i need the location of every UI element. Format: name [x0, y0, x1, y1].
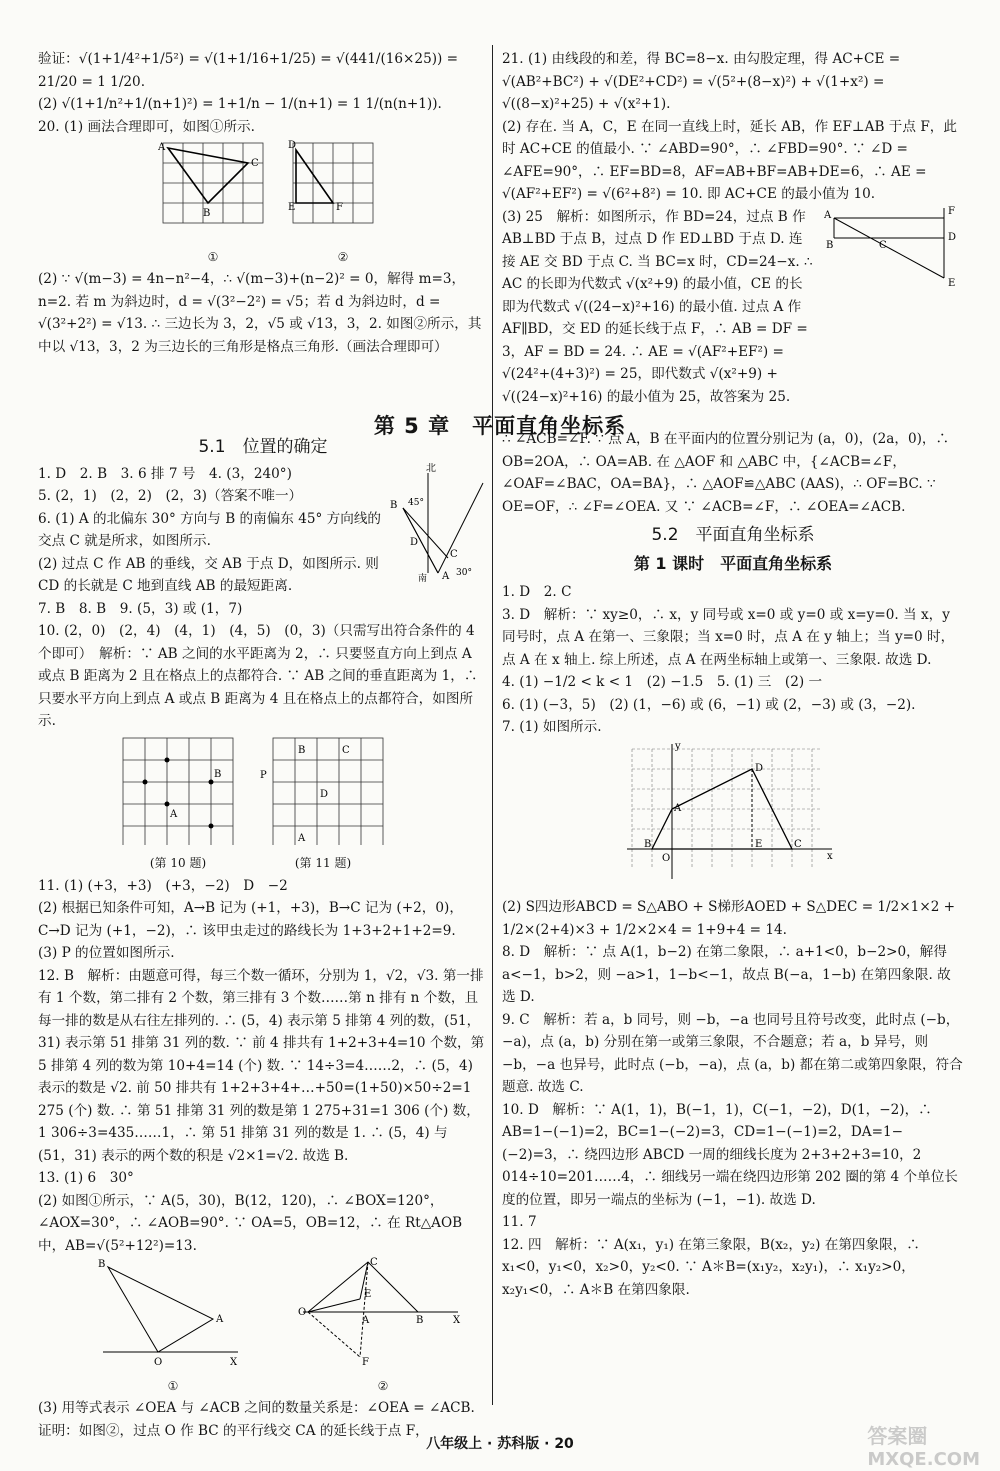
- svg-text:C: C: [879, 239, 887, 251]
- identity-line: (2) √(1+1/n²+1/(n+1)²) = 1+1/n − 1/(n+1) = 1 1/(n(n+1)).: [38, 96, 442, 112]
- svg-text:A: A: [170, 808, 178, 820]
- svg-text:E: E: [948, 277, 956, 289]
- q11-grid-figure: [258, 733, 388, 875]
- q7-coordinate-figure: [622, 739, 842, 889]
- q20-part2: (2) ∵ √(m−3) = 4n−n²−4，∴ √(m−3)+(n−2)² = 0，解得 m=3，n=2. 若 m 为斜边时，d = √(3²−2²) = √5；若 d 为斜边时，d = √(3²+2²) = √13. ∴ 三边长为 3，2，√5 或 √13，3，2. 如图②所示，其中以 √13，3，2 为三边长的三角形是格点三角形.（画法合理即可）: [38, 271, 482, 355]
- svg-text:D: D: [755, 762, 764, 774]
- fig13b-caption: ②: [377, 1378, 389, 1393]
- svg-text:O: O: [662, 852, 671, 864]
- svg-text:B: B: [98, 1259, 106, 1270]
- svg-text:P: P: [260, 769, 267, 781]
- svg-text:B: B: [298, 744, 306, 756]
- page-footer: 八年级上 · 苏科版 · 20: [426, 1436, 574, 1452]
- chapter-title: 第 5 章 平面直角坐标系: [373, 414, 627, 438]
- svg-text:F: F: [336, 202, 343, 213]
- answer-11: 11. (1) (+3，+3) (+3，−2) D −2 (2) 根据已知条件可知，A→B 记为 (+1，+3)，B→C 记为 (+2，0)，C→D 记为 (+1，−2)，∴ 该甲虫走过的路线长为 1+3+2+1+2=9. (3) P 的位置如图所示.: [38, 877, 463, 961]
- svg-text:45°: 45°: [408, 497, 424, 508]
- answer-8: 8. D 解析：∵ 点 A(1，b−2) 在第二象限，∴ a+1<0，b−2>0，解得 a<−1，b>2，则 −a>1，1−b<−1，故点 B(−a，1−b) 在第四象限. 故选 D.: [502, 944, 952, 1005]
- answer-6: 6. (1) A 的北偏东 30° 方向与 B 的南偏东 45° 方向线的交点 C 就是所求，如图所示.: [38, 510, 382, 549]
- svg-text:X: X: [230, 1357, 238, 1367]
- answer-7: 7. (1) 如图所示.: [502, 719, 602, 735]
- answer-13: 13. (1) 6 30° (2) 如图①所示，∵ A(5，30)，B(12，120)，∴ ∠BOX=120°，∠AOX=30°，∴ ∠AOB=90°. ∵ OA=5，OB=12，∴ 在 Rt△AOB 中，AB=√(5²+12²)=13.: [38, 1170, 463, 1254]
- svg-text:D: D: [948, 231, 957, 243]
- svg-text:X: X: [453, 1315, 461, 1326]
- watermark-logo: 答案圈 MXQE.COM: [867, 1424, 980, 1470]
- left-column-top: [38, 48, 488, 358]
- answer-9: 9. C 解析：若 a，b 同号，则 −b，−a 也同号且符号改变，此时点 (−b，−a)，点 (a，b) 分别在第一或第三象限，不合题意；若 a，b 异号，则 −b，−a 也异号，此时点 (−b，−a)，点 (a，b) 都在第二或第四象限，符合题意. 故选 C.: [502, 1011, 963, 1095]
- svg-text:F: F: [948, 205, 955, 217]
- column-divider: [492, 45, 493, 1405]
- q20-figures: [158, 138, 488, 268]
- answer-5: 5. (2，1) (2，2) (2，3)（答案不唯一）: [38, 488, 303, 504]
- svg-text:A: A: [674, 802, 682, 814]
- q20-part1: 20. (1) 画法合理即可，如图①所示.: [38, 118, 255, 135]
- section-5-2-title: 5.2 平面直角坐标系: [651, 525, 815, 545]
- q21-part1: 21. (1) 由线段的和差，得 BC=8−x. 由勾股定理，得 AC+CE = √(AB²+BC²) + √(DE²+CD²) = √(5²+(8−x)²) + √(1+x²) = √((8−x)²+25) + √(x²+1).: [502, 51, 905, 112]
- section-5-1-title: 5.1 位置的确定: [198, 437, 328, 457]
- right-column-bottom: [502, 428, 964, 1301]
- grid-figure-1: [158, 138, 268, 268]
- q13-figures: [98, 1257, 488, 1397]
- q1-6-block: [38, 463, 488, 598]
- svg-text:B: B: [644, 838, 652, 850]
- fig13a-caption: ①: [167, 1378, 179, 1393]
- answers-1-4: 1. D 2. B 3. 6 排 7 号 4. (3，240°): [38, 465, 292, 482]
- svg-text:A: A: [362, 1315, 370, 1326]
- grid-figure-2: [288, 138, 398, 268]
- answer-11: 11. 7: [502, 1214, 537, 1230]
- svg-text:A: A: [216, 1314, 224, 1325]
- left-column-bottom: [38, 430, 488, 1442]
- answers-4-5: 4. (1) −1/2 < k < 1 (2) −1.5 5. (1) 三 (2) 一: [502, 674, 823, 690]
- answer-10: 10. (2，0) (2，4) (4，1) (4，5) (0，3)（只需写出符合条件的 4 个即可） 解析：∵ AB 之间的水平距离为 2，∴ 只要竖直方向上到点 A 或点 B 距离为 2 且在格点上的点都符合. ∵ AB 之间的垂直距离为 1，∴ 只要水平方向上到点 A 或点 B 距离为 4 且在格点上的点都符合，如图所示.: [38, 623, 482, 729]
- q21-part2: (2) 存在. 当 A，C，E 在同一直线上时，延长 AB，作 EF⊥AB 于点 F，此时 AC+CE 的值最小. ∵ ∠ABD=90°，∴ ∠FBD=90°. ∵ ∠D = ∠AFE=90°，∴ EF=BD=8，AF=AB+BF=AB+DE=6，∴ AE = √(AF²+EF²) = √(6²+8²) = 10. 即 AC+CE 的最小值为 10.: [502, 118, 957, 202]
- svg-text:B: B: [416, 1315, 424, 1326]
- svg-text:E: E: [288, 202, 296, 213]
- svg-text:E: E: [364, 1289, 372, 1300]
- q10-11-figures: [118, 733, 488, 875]
- svg-text:x: x: [827, 850, 833, 862]
- answers-1-2: 1. D 2. C: [502, 584, 572, 600]
- q21-part3-block: [502, 206, 964, 409]
- svg-text:O: O: [154, 1357, 163, 1367]
- svg-text:O: O: [298, 1307, 307, 1318]
- right-column-top: [502, 48, 964, 408]
- svg-text:北: 北: [426, 462, 436, 474]
- svg-text:B: B: [390, 499, 398, 511]
- answer-6: 6. (1) (−3，5) (2) (1，−6) 或 (6，−1) 或 (2，−3) 或 (3，−2).: [502, 696, 916, 713]
- answer-12: 12. B 解析：由题意可得，每三个数一循环，分别为 1，√2，√3. 第一排有 1 个数，第二排有 2 个数，第三排有 3 个数……第 n 排有 n 个数，且每一排的数是从右往左排列的. ∴ (5，4) 表示第 5 排第 4 列的数，(51，31) 表示第 51 排第 31 列的数. ∵ 前 4 排共有 1+2+3+4=10 个数，第 5 排第 4 列的数为第 10+4=14 (个) 数. ∵ 14÷3=4……2，∴ (5，4) 表示的数是 √2. 前 50 排共有 1+2+3+4+…+50=(1+50)×50÷2=1 275 (个) 数. ∴ 第 51 排第 31 列的数是第 1 275+31=1 306 (个) 数，1 306÷3=435……1，∴ 第 51 排第 31 列的数是 1. ∴ (5，4) 与 (51，31) 表示的两个数的积是 √2×1=√2. 故选 B.: [38, 967, 489, 1164]
- svg-text:C: C: [794, 838, 802, 850]
- svg-text:C: C: [370, 1257, 378, 1268]
- fig10-caption: (第 10 题): [149, 856, 207, 870]
- svg-text:A: A: [824, 209, 832, 221]
- answer-7b: (2) S四边形ABCD = S△ABO + S梯形AOED + S△DEC = 1/2×1×2 + 1/2×(2+4)×3 + 1/2×2×4 = 1+9+4 = 14.: [502, 899, 960, 938]
- q21-part3: (3) 25 解析：如图所示，作 BD=24，过点 B 作 AB⊥BD 于点 B，过点 D 作 ED⊥BD 于点 D. 连接 AE 交 BD 于点 C. 当 BC=x 时，CD=24−x. ∴ AC 的长即为代数式 √(x²+9) 的最小值，CE 的长即为代数式 √((24−x)²+16) 的最小值. 过点 A 作 AF∥BD，交 ED 的延长线于点 F，∴ AB = DF = 3，AF = BD = 24. ∴ AE = √(AF²+EF²) = √(24²+(4+3)²) = 25，即代数式 √(x²+9) + √((24−x)²+16) 的最小值为 25，故答案为 25.: [502, 208, 817, 405]
- q21-figure: [824, 206, 964, 296]
- answer-3: 3. D 解析：∵ xy≥0，∴ x，y 同号或 x=0 或 y=0 或 x=y=0. 当 x，y 同号时，点 A 在第一、三象限；当 x=0 时，点 A 在 y 轴上；当 y=0 时，点 A 在 x 轴上. 综上所述，点 A 在两坐标轴上或第一、三象限. 故选 D.: [502, 606, 955, 668]
- q6-figure: [388, 463, 488, 583]
- q10-grid-figure: [118, 733, 238, 875]
- svg-text:30°: 30°: [456, 567, 472, 578]
- svg-text:C: C: [450, 548, 458, 560]
- svg-text:y: y: [675, 740, 681, 752]
- svg-text:南: 南: [418, 573, 428, 583]
- svg-text:E: E: [755, 838, 763, 850]
- svg-text:C: C: [251, 158, 259, 169]
- verify-line: 验证：√(1+1/4²+1/5²) = √(1+1/16+1/25) = √(441/(16×25)) = 21/20 = 1 1/20.: [38, 51, 463, 90]
- proof-continuation: ∴ ∠ACB=∠F. ∵ 点 A，B 在平面内的位置分别记为 (a，0)，(2a，0)，∴ OB=2OA，∴ OA=AB. 在 △AOF 和 △ABC 中，{∠ACB=∠F，∠OAF=∠BAC，OA=BA}，∴ △AOF≌△ABC (AAS)，∴ OF=BC. ∵ OE=OF，∴ ∠F=∠OEA. 又 ∵ ∠ACB=∠F，∴ ∠OEA=∠ACB.: [502, 431, 954, 515]
- svg-text:A: A: [158, 142, 166, 153]
- svg-text:B: B: [203, 208, 211, 219]
- svg-text:A: A: [442, 570, 450, 582]
- q13-figure-1: [98, 1257, 248, 1397]
- fig1-caption: ①: [207, 249, 219, 264]
- svg-text:D: D: [320, 788, 329, 800]
- svg-text:B: B: [214, 768, 222, 780]
- svg-text:B: B: [826, 239, 834, 251]
- svg-text:D: D: [288, 140, 297, 151]
- lesson-1-title: 第 1 课时 平面直角坐标系: [633, 553, 833, 573]
- answers-7-9: 7. B 8. B 9. (5，3) 或 (1，7): [38, 600, 243, 617]
- fig11-caption: (第 11 题): [294, 856, 352, 870]
- answer-6b: (2) 过点 C 作 AB 的垂线，交 AB 于点 D，如图所示. 则 CD 的长就是 C 地到直线 AB 的最短距离.: [38, 555, 384, 594]
- q13-figure-2: [298, 1257, 468, 1397]
- fig2-caption: ②: [337, 249, 349, 264]
- answer-13b: (3) 用等式表示 ∠OEA 与 ∠ACB 之间的数量关系是：∠OEA = ∠ACB. 证明：如图②，过点 O 作 BC 的平行线交 CA 的延长线于点 F，: [38, 1400, 480, 1439]
- svg-text:F: F: [362, 1357, 369, 1367]
- answer-12: 12. 四 解析：∵ A(x₁，y₁) 在第三象限，B(x₂，y₂) 在第四象限，∴ x₁<0，y₁<0，x₂>0，y₂<0. ∵ A＊B=(x₁y₂，x₂y₁)，∴ x₁y₂>0，x₂y₁<0，∴ A＊B 在第四象限.: [502, 1236, 925, 1298]
- answer-10: 10. D 解析：∵ A(1，1)，B(−1，1)，C(−1，−2)，D(1，−2)，∴ AB=1−(−1)=2，BC=1−(−2)=3，CD=1−(−1)=2，DA=1−(−2)=3，∴ 绕四边形 ABCD 一周的细线长度为 2+3+2+3=10，2 014÷10=201……4，∴ 细线另一端在绕四边形第 202 圈的第 4 个单位长度的位置，即另一端点的坐标为 (−1，−1). 故选 D.: [502, 1101, 958, 1208]
- svg-text:A: A: [298, 832, 306, 844]
- svg-text:C: C: [342, 744, 350, 756]
- svg-text:D: D: [410, 536, 419, 548]
